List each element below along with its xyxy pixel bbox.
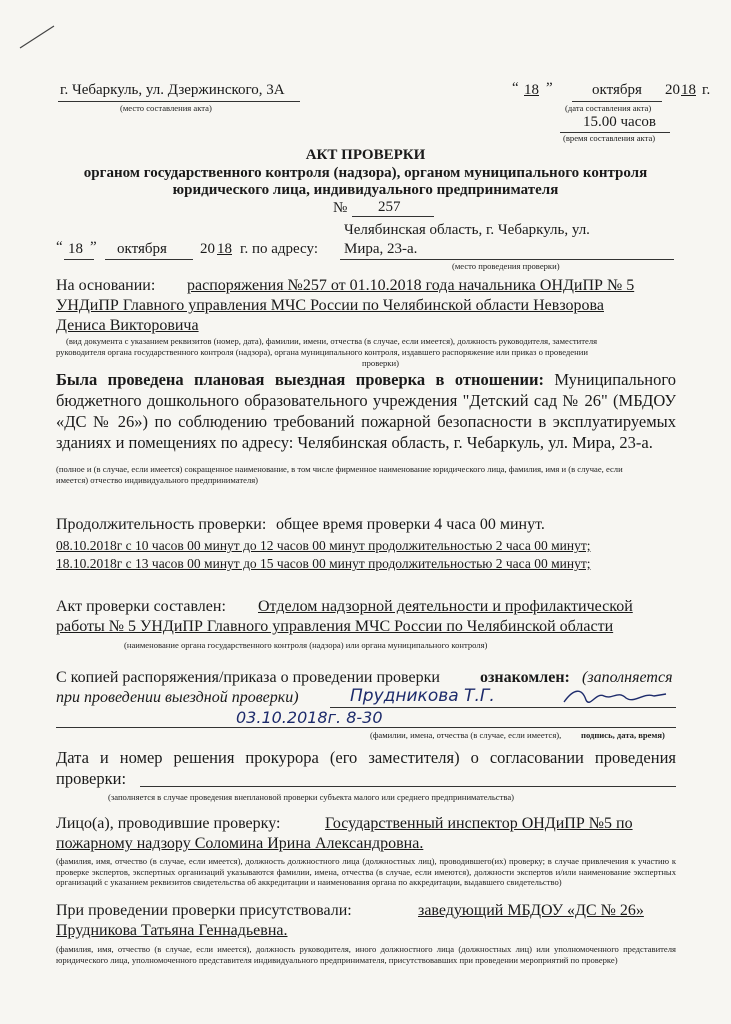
basis-label: На основании: [56, 277, 156, 294]
composed-caption: (наименование органа государственного контроля (надзора) или органа муниципального контроля) [124, 640, 488, 650]
time-caption: (время составления акта) [563, 133, 656, 143]
act-number: 257 [378, 199, 401, 215]
act-month: октября [592, 82, 642, 98]
basis-caption-2: руководителя органа государственного контроля (надзора), органа муниципального контроля, издавшего распоряжение или приказ о проведении [56, 347, 588, 357]
inspection-year-prefix: 20 [200, 241, 215, 257]
act-year-unit: г. [702, 82, 711, 98]
inspection-place-caption: (место проведения проверки) [452, 261, 560, 271]
pen-mark [18, 22, 58, 52]
basis-text-2: УНДиПР Главного управления МЧС России по Челябинской области Невзорова [56, 297, 604, 314]
inspectors-caption: (фамилия, имя, отчество (в случае, если имеется), должность должностного лица (должностных лиц), проводившего(их) проверку; в случае привлечения к участию к проверке экспертов, экспертных организаций указываются фамилии, имена, отчества (в случае, если имеются), должности экспертов и/или наименование экспертных организаций с указанием реквизитов свидетельства об аккредитации и наименования органа по аккредитации, выдавшего свидетельство) [56, 856, 676, 887]
inspection-place-line1: Челябинская область, г. Чебаркуль, ул. [344, 222, 590, 238]
composed-text-1: Отделом надзорной деятельности и профилактической [258, 598, 633, 615]
present-caption: (фамилия, имя, отчество (в случае, если имеется), должность руководителя, иного должностного лица (должностных лиц) или уполномоченного представителя юридического лица, уполномоченного представителя индивидуального предпринимателя, присутствовавших при проведении мероприятий по проверке) [56, 944, 676, 965]
act-subtitle-2: юридического лица, индивидуального предпринимателя [172, 182, 559, 198]
act-year-suffix: 18 [681, 82, 696, 98]
inspection-day: 18 [68, 241, 83, 257]
inspection-caption: (полное и (в случае, если имеется) сокращенное наименование, в том числе фирменное наименование юридического лица, фамилия, имя и (в случае, если имеется) отчество индивидуального предпринимателя) [56, 464, 623, 485]
inspection-paragraph [56, 369, 676, 453]
duration-session-1: 08.10.2018г с 10 часов 00 минут до 12 часов 00 минут продолжительностью 2 часа 00 минут; [56, 538, 591, 553]
inspection-place-line2: Мира, 23-а. [344, 241, 418, 257]
inspection-month: октября [117, 241, 167, 257]
acquainted-note-2: при проведении выездной проверки) [56, 689, 299, 706]
act-subtitle-1: органом государственного контроля (надзора), органом муниципального контроля [83, 165, 648, 181]
act-day: 18 [524, 82, 539, 98]
place-of-act: г. Чебаркуль, ул. Дзержинского, 3А [60, 82, 285, 98]
act-title: АКТ ПРОВЕРКИ [305, 147, 426, 163]
inspection-address-label: г. по адресу: [240, 241, 318, 257]
duration-session-2: 18.10.2018г с 13 часов 00 минут до 15 часов 00 минут продолжительностью 2 часа 00 минут; [56, 556, 591, 571]
inspection-date-quote-close: ” [90, 239, 97, 255]
acquainted-text: С копией распоряжения/приказа о проведении проверки [56, 669, 440, 686]
inspection-lead: Была проведена плановая выездная проверка в отношении: [56, 370, 545, 389]
acquainted-caption-bold: подпись, дата, время) [581, 730, 665, 740]
acquainted-bold: ознакомлен: [480, 669, 570, 686]
inspection-subject: Муниципального бюджетного дошкольного образовательного учреждения "Детский сад № 26" (МБДОУ «ДС № 26») по соблюдению требований пожарной безопасности в эксплуатируемых зданиях и помещениях по адресу: Челябинская область, г. Чебаркуль, ул. Мира, 23-а. [56, 370, 676, 452]
act-number-label: № [333, 200, 348, 216]
basis-text-1: распоряжения №257 от 01.10.2018 года начальника ОНДиПР № 5 [187, 277, 635, 294]
present-text-1: заведующий МБДОУ «ДС № 26» [418, 902, 644, 919]
basis-caption-1: (вид документа с указанием реквизитов (номер, дата), фамилии, имени, отчества (в случае, если имеется), должность руководителя, заместителя [66, 336, 598, 346]
inspectors-text-2: пожарному надзору Соломина Ирина Александровна. [56, 835, 424, 852]
composed-label: Акт проверки составлен: [56, 598, 226, 615]
acquainted-handwritten-name: Прудникова Т.Г. [350, 686, 495, 706]
basis-caption-3: проверки) [362, 358, 399, 368]
present-text-2: Прудникова Татьяна Геннадьевна. [56, 922, 288, 939]
inspectors-text-1: Государственный инспектор ОНДиПР №5 по [325, 815, 633, 832]
place-caption: (место составления акта) [120, 103, 212, 113]
date-quote-open: “ [512, 80, 519, 96]
prosecutor-caption: (заполняется в случае проведения внеплановой проверки субъекта малого или среднего предпринимательства) [108, 792, 514, 802]
date-caption: (дата составления акта) [565, 103, 652, 113]
duration-total: общее время проверки 4 часа 00 минут. [276, 516, 545, 533]
inspectors-label: Лицо(а), проводившие проверку: [56, 815, 281, 832]
act-year-prefix: 20 [665, 82, 680, 98]
composed-text-2: работы № 5 УНДиПР Главного управления МЧС России по Челябинской области [56, 618, 614, 635]
act-time: 15.00 часов [583, 114, 656, 130]
present-label: При проведении проверки присутствовали: [56, 902, 352, 919]
acquainted-handwritten-date: 03.10.2018г. 8-30 [236, 708, 383, 727]
duration-label: Продолжительность проверки: [56, 516, 267, 533]
inspection-date-quote-open: “ [56, 239, 63, 255]
acquainted-note-1: (заполняется [582, 669, 673, 686]
acquainted-signature [560, 684, 670, 710]
date-quote-close: ” [546, 80, 553, 96]
prosecutor-text: Дата и номер решения прокурора (его заместителя) о согласовании проведения проверки: [56, 748, 676, 788]
inspection-year-suffix: 18 [217, 241, 232, 257]
basis-text-3: Дениса Викторовича [56, 317, 199, 334]
acquainted-caption-plain: (фамилии, имена, отчества (в случае, если имеется), [370, 730, 562, 740]
